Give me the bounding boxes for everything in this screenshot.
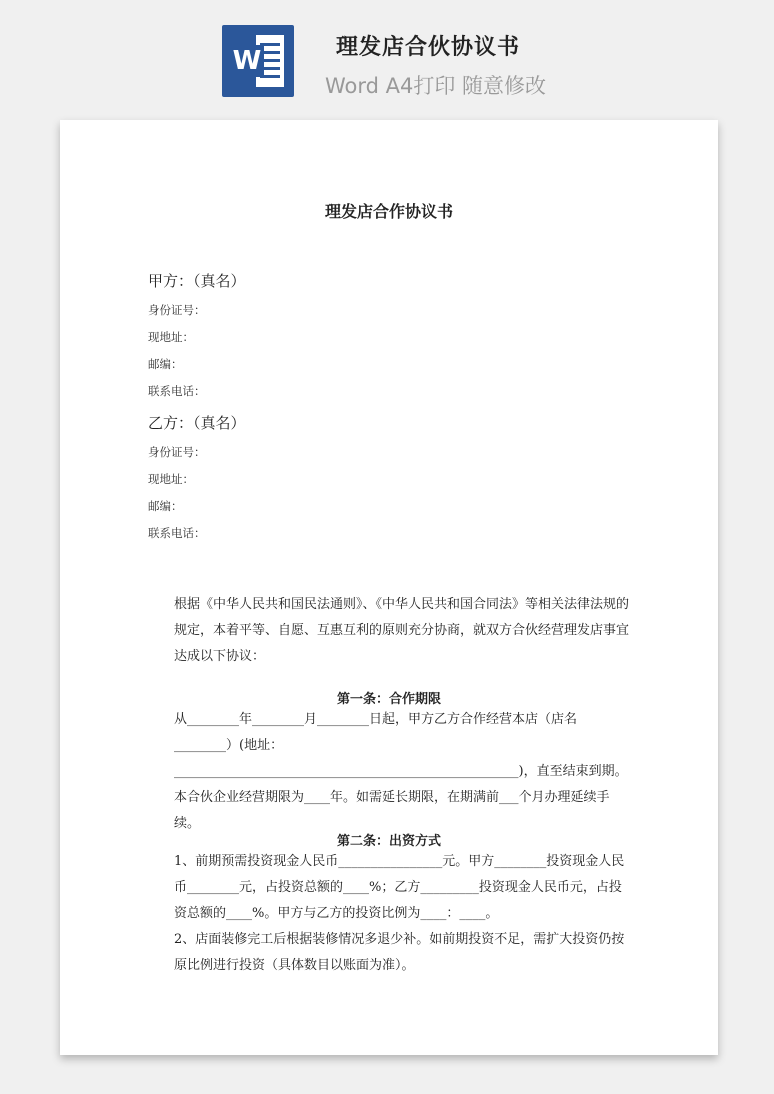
party-a-address-field: 现地址：: [148, 330, 194, 344]
party-a-phone-field: 联系电话：: [148, 384, 206, 398]
promo-subtitle: Word A4打印 随意修改: [325, 74, 547, 98]
article2-paragraph-1: 1、前期预需投资现金人民币________________元。甲方________投资现金人民币________元，占投资总额的____%；乙方_________投资现金人民币元，占投资总额的____%。甲方与乙方的投资比例为____：____。: [174, 854, 625, 921]
party-a-id-field: 身份证号：: [148, 303, 206, 317]
promo-title: 理发店合伙协议书: [336, 35, 521, 60]
document-title: 理发店合作协议书: [324, 202, 453, 221]
party-b-heading: 乙方：（真名）: [148, 414, 246, 432]
document-page: [60, 120, 718, 1055]
article2-heading: 第二条：出资方式: [336, 834, 441, 849]
preamble-paragraph: 根据《中华人民共和国民法通则》、《中华人民共和国合同法》等相关法律法规的规定，本着平等、自愿、互惠互利的原则充分协商，就双方合伙经营理发店事宜达成以下协议：: [174, 597, 630, 664]
article1-paragraph: 从________年________月________日起，甲方乙方合作经营本店（店名________）(地址：_____________________________________________________)，直至结束到期。本合伙企业经营期限为____年。如需延长期限，在期满前___个月办理延续手续。: [174, 712, 628, 831]
article1-heading: 第一条：合作期限: [336, 692, 441, 707]
party-b-address-field: 现地址：: [148, 472, 194, 486]
party-b-phone-field: 联系电话：: [148, 526, 206, 540]
article2-paragraph-2: 2、店面装修完工后根据装修情况多退少补。如前期投资不足，需扩大投资仍按原比例进行投资（具体数目以账面为准）。: [174, 932, 625, 973]
word-icon-letter: W: [230, 45, 264, 77]
party-b-postcode-field: 邮编：: [148, 499, 183, 513]
party-a-heading: 甲方：（真名）: [148, 272, 246, 290]
party-b-id-field: 身份证号：: [148, 445, 206, 459]
promo-header: [0, 0, 774, 110]
party-a-postcode-field: 邮编：: [148, 357, 183, 371]
word-icon: [222, 25, 294, 97]
